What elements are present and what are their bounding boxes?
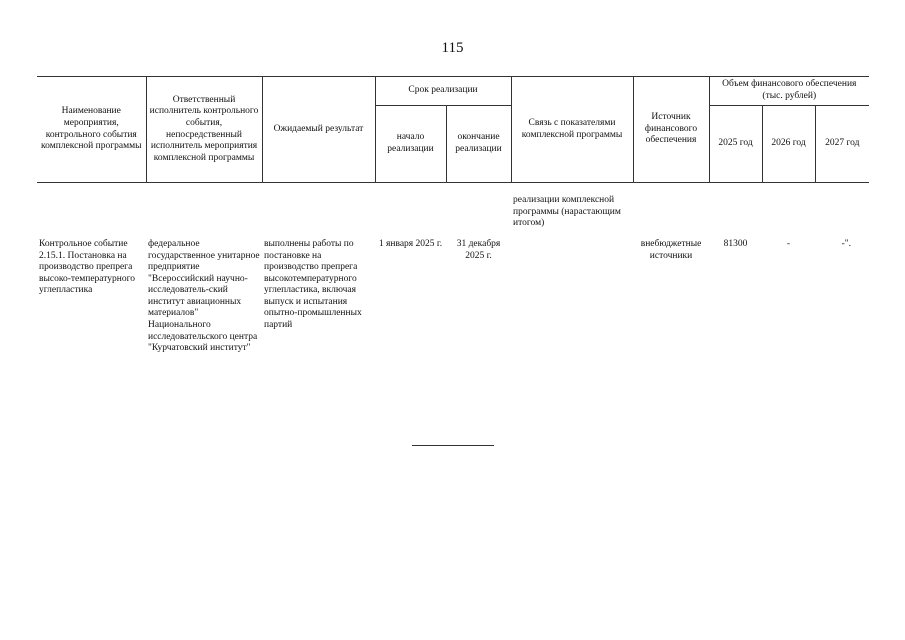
program-table xyxy=(37,76,869,355)
row-result: выполнены работы по постановке на производство препрега высокотемпературного углепластика, включая выпуск и испытания опытно-промышленных партий xyxy=(264,239,362,331)
row-term-end: 31 декабря 2025 г. xyxy=(456,239,501,261)
header-source: Источник финансового обеспечения xyxy=(633,77,709,183)
header-volume: Объем финансового обеспечения (тыс. рублей) xyxy=(709,77,869,106)
header-term-end: окончание реализации xyxy=(446,106,511,183)
header-year-2025: 2025 год xyxy=(709,106,762,183)
row-name: Контрольное событие 2.15.1. Постановка на производство препрега высоко-температурного углепластика xyxy=(39,239,136,296)
row-link xyxy=(511,239,633,355)
end-of-document-rule xyxy=(412,445,494,446)
continuation-text: реализации комплексной программы (нарастающим итогом) xyxy=(513,195,621,229)
row-responsible: федеральное государственное унитарное предприятие "Всероссийский научно-исследователь-ский институт авиационных материалов" Национального исследовательского центра "Курчатовский институт" xyxy=(148,239,260,354)
header-year-2026: 2026 год xyxy=(762,106,815,183)
row-term-start: 1 января 2025 г. xyxy=(378,239,443,249)
row-value-2027: -". xyxy=(841,239,852,249)
header-term-start: начало реализации xyxy=(375,106,446,183)
row-value-2026: - xyxy=(786,239,791,249)
header-responsible: Ответственный исполнитель контрольного события, непосредственный исполнитель мероприятия комплексной программы xyxy=(146,77,262,183)
header-year-2027: 2027 год xyxy=(815,106,869,183)
header-name: Наименование мероприятия, контрольного события комплексной программы xyxy=(37,77,146,183)
row-source: внебюджетные источники xyxy=(640,239,702,261)
table-row xyxy=(37,239,869,355)
header-link: Связь с показателями комплексной программы xyxy=(511,77,633,183)
row-value-2025: 81300 xyxy=(723,239,748,249)
header-row-main xyxy=(37,77,869,106)
continuation-row xyxy=(37,183,869,239)
header-term: Срок реализации xyxy=(375,77,511,106)
header-result: Ожидаемый результат xyxy=(262,77,375,183)
page-number: 115 xyxy=(441,40,464,56)
